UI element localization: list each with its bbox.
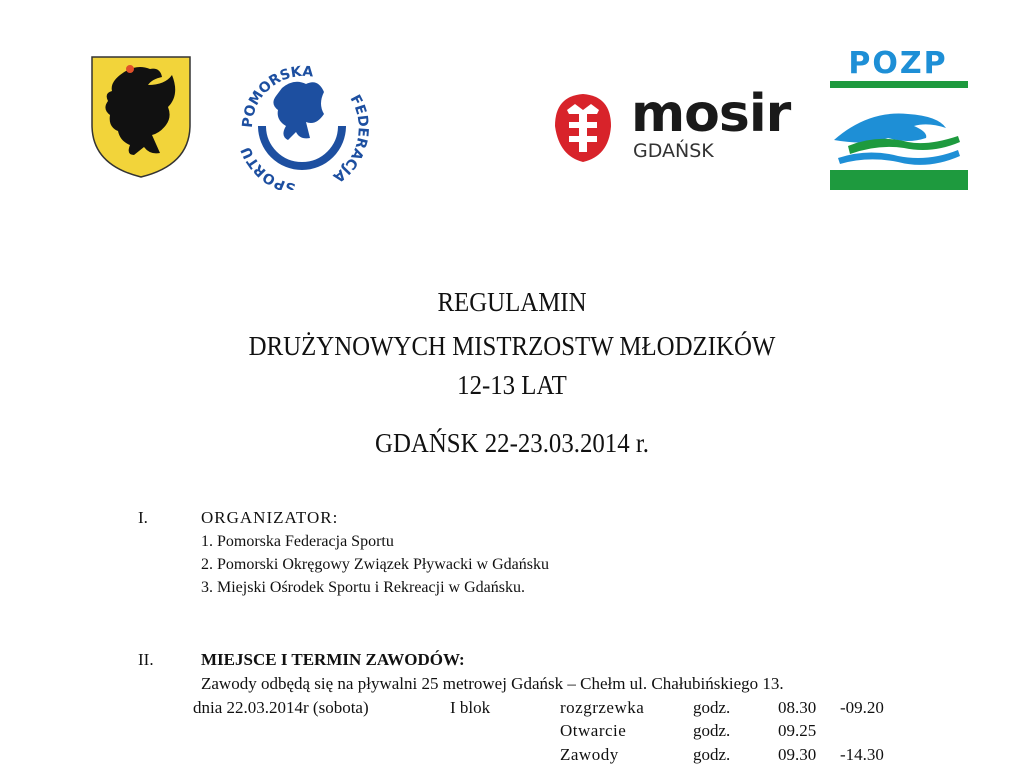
pozp-wordmark: POZP — [848, 46, 948, 81]
event-location-date: GDAŃSK 22-23.03.2014 r. — [375, 428, 649, 458]
svg-text:FEDERACJA: FEDERACJA — [330, 92, 371, 186]
organizer-item: 3. Miejski Ośrodek Sportu i Rekreacji w Gdańsku. — [201, 579, 525, 596]
organizer-item: 1. Pomorska Federacja Sportu — [201, 533, 394, 550]
mosir-gdansk-logo — [553, 84, 791, 164]
svg-text:POMORSKA: POMORSKA — [239, 63, 314, 129]
age-group: 12-13 LAT — [457, 370, 567, 400]
schedule-label: godz. — [693, 698, 731, 717]
pozp-logo — [828, 48, 968, 192]
section-1-heading: ORGANIZATOR: — [201, 508, 339, 527]
mosir-wordmark: mosir — [631, 84, 791, 144]
schedule-start: 08.30 — [778, 698, 817, 717]
document-subtitle: DRUŻYNOWYCH MISTRZOSTW MŁODZIKÓW — [248, 331, 776, 361]
pozp-top-bar — [830, 81, 968, 88]
schedule-event: Zawody — [560, 745, 619, 764]
schedule-end: -14.30 — [840, 745, 884, 764]
svg-text:SPORTU: SPORTU — [238, 144, 297, 190]
schedule-event: Otwarcie — [560, 721, 627, 740]
mosir-subtitle: GDAŃSK — [633, 140, 714, 162]
swimmer-icon — [828, 100, 968, 170]
schedule-block: I blok — [450, 698, 491, 717]
section-2-numeral: II. — [138, 650, 154, 669]
organizer-item: 2. Pomorski Okręgowy Związek Pływacki w Gdańsku — [201, 556, 549, 573]
venue-text: Zawody odbędą się na pływalni 25 metrowej Gdańsk – Chełm ul. Chałubińskiego 13. — [201, 674, 784, 693]
section-2-heading: MIEJSCE I TERMIN ZAWODÓW: — [201, 650, 465, 669]
schedule-event: rozgrzewka — [560, 698, 645, 717]
schedule-label: godz. — [693, 721, 731, 740]
schedule-day: dnia 22.03.2014r (sobota) — [193, 698, 369, 717]
schedule-end: -09.20 — [840, 698, 884, 717]
schedule-start: 09.25 — [778, 721, 817, 740]
pozp-bottom-bar — [830, 170, 968, 190]
section-1-numeral: I. — [138, 508, 148, 527]
document-title: REGULAMIN — [437, 287, 587, 317]
schedule-start: 09.30 — [778, 745, 817, 764]
pomorska-federacja-sportu-logo — [232, 48, 372, 190]
pomorskie-coat-of-arms-logo — [90, 55, 192, 179]
schedule-label: godz. — [693, 745, 731, 764]
